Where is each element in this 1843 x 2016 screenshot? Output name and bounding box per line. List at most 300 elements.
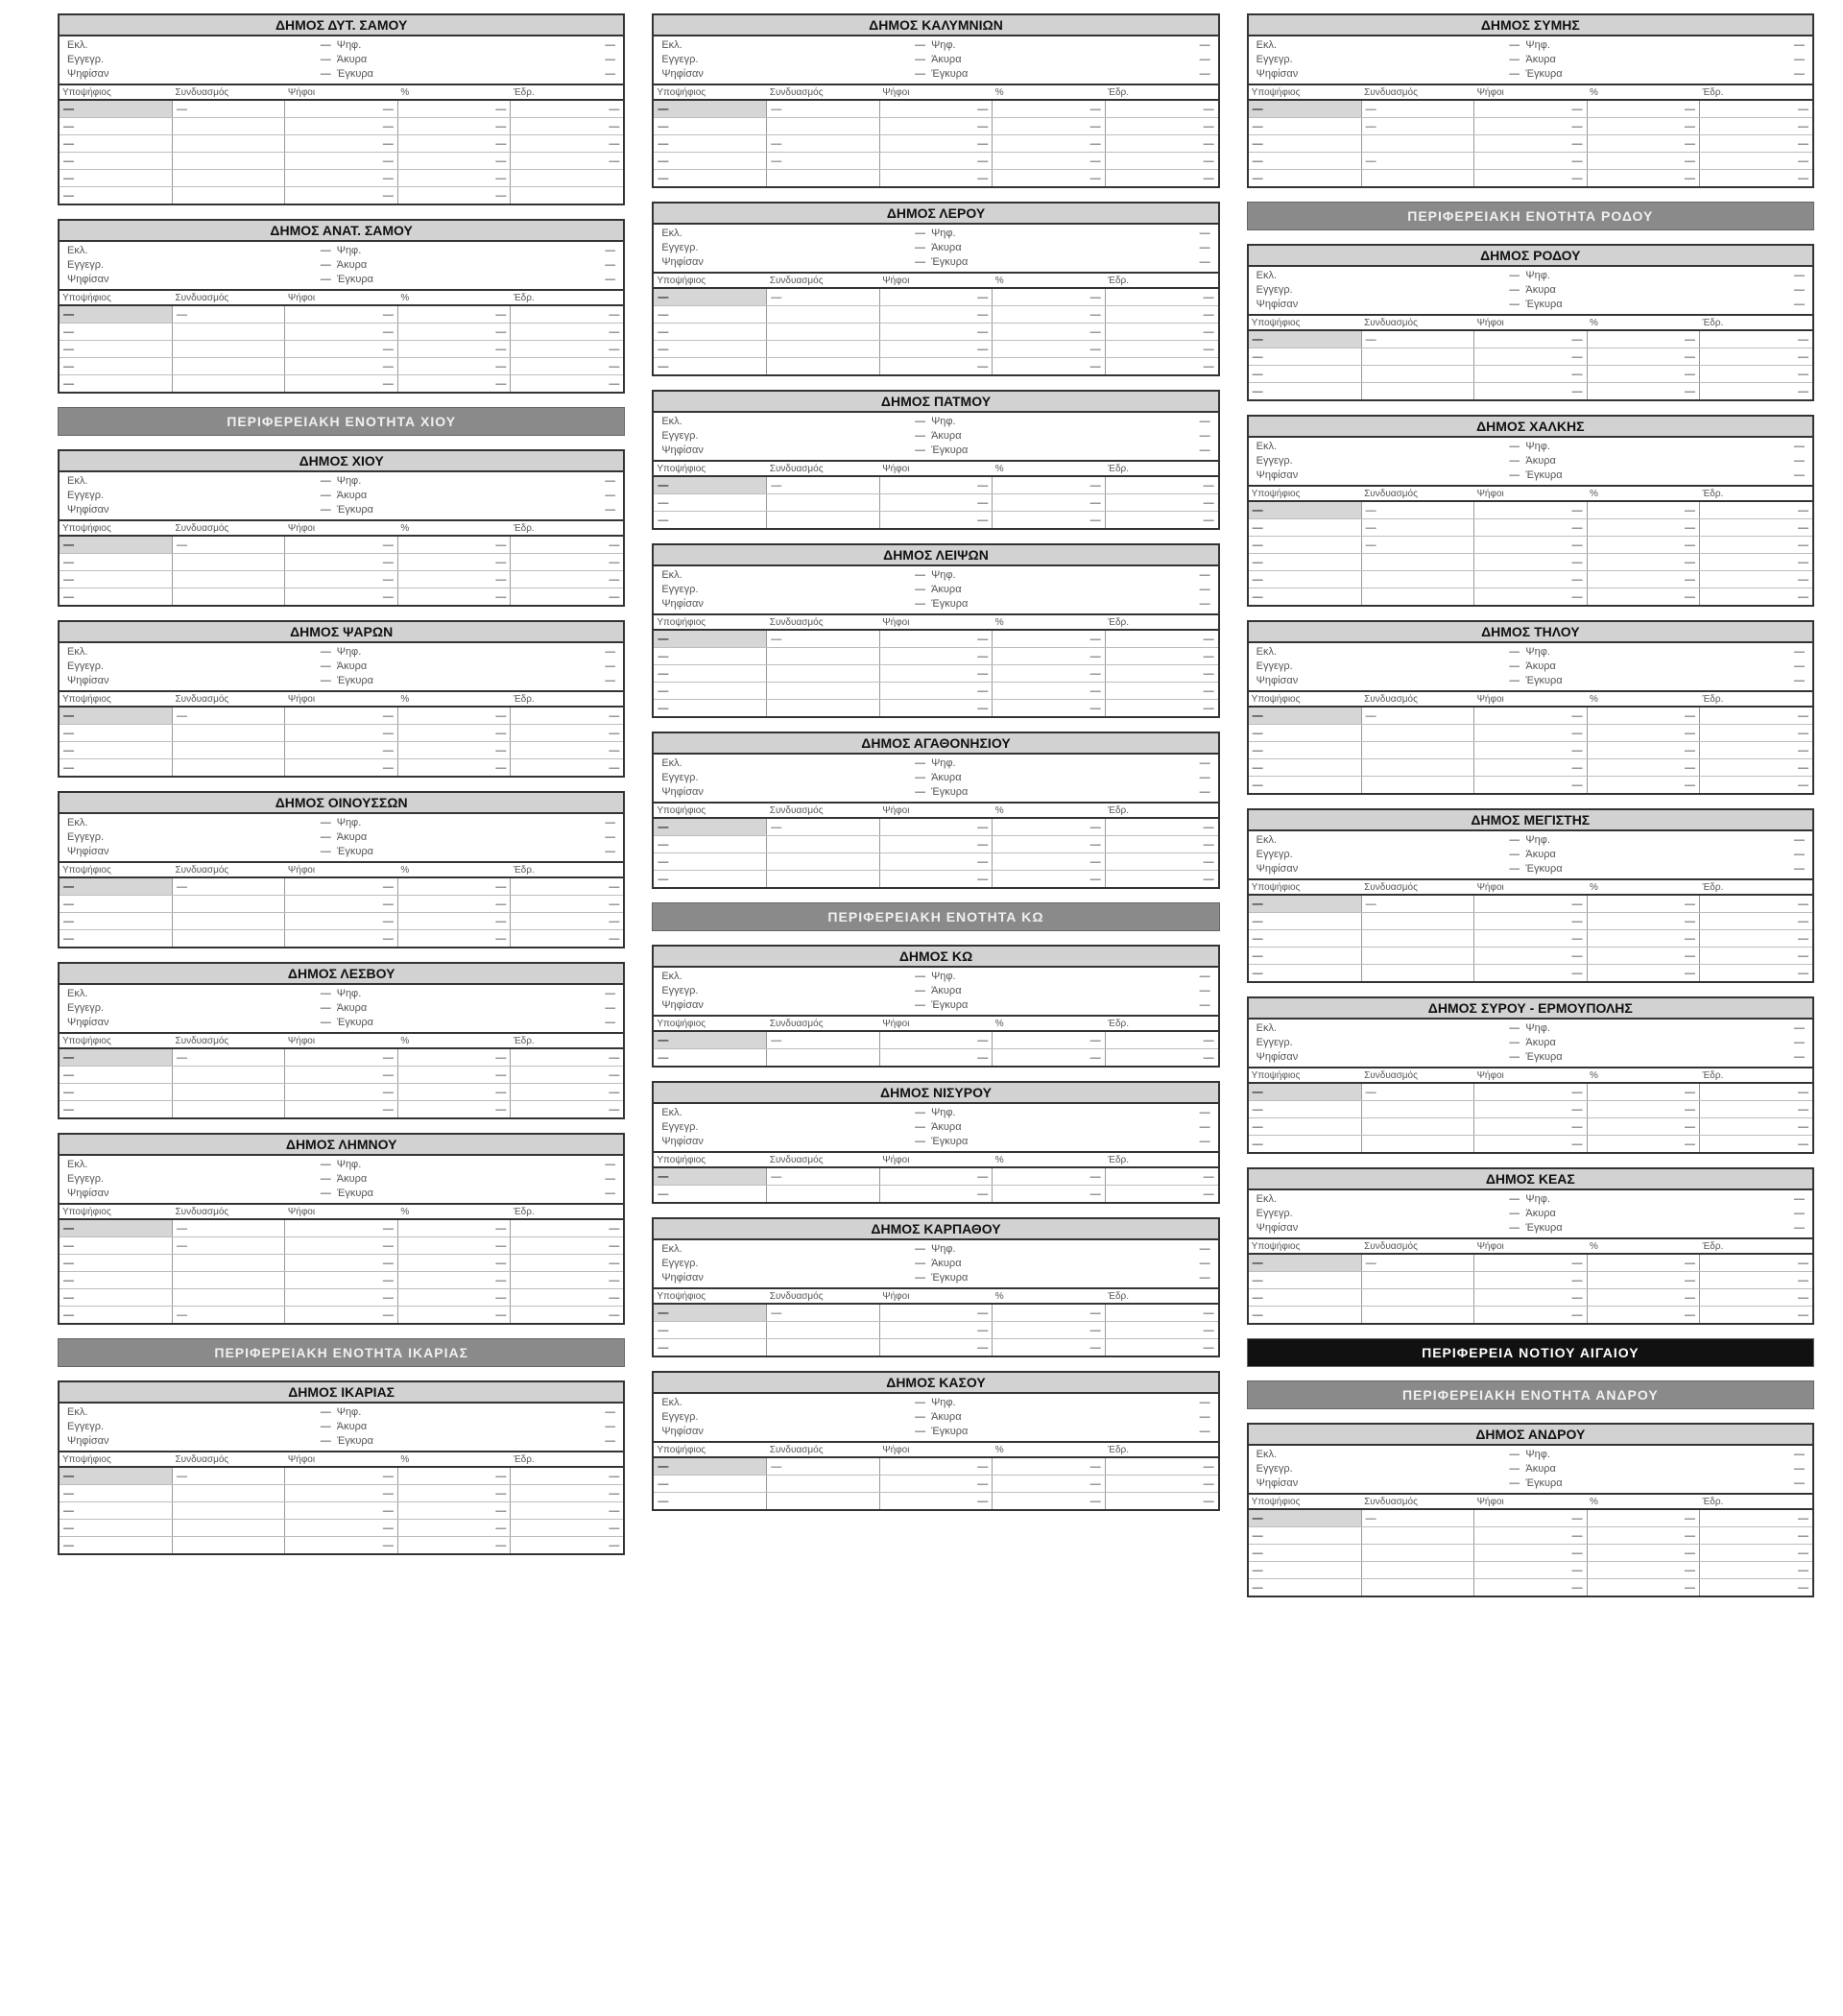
party-name <box>172 1067 284 1084</box>
summary-value: — <box>320 1159 331 1170</box>
column-header: Έδρ. <box>511 291 624 305</box>
summary-label: Ψηφ. <box>931 971 956 982</box>
municipality-title: ΔΗΜΟΣ ΚΑΡΠΑΘΟΥ <box>654 1219 1217 1240</box>
party-name <box>172 571 284 588</box>
municipality-title: ΔΗΜΟΣ ΨΑΡΩΝ <box>60 622 623 643</box>
votes-value: — <box>1474 777 1587 794</box>
party-name: — <box>1361 330 1473 348</box>
seats-value: — <box>1699 537 1812 554</box>
municipality-title: ΔΗΜΟΣ ΟΙΝΟΥΣΣΩΝ <box>60 793 623 814</box>
party-name <box>1361 588 1473 606</box>
party-name: — <box>1361 537 1473 554</box>
party-name <box>767 1493 879 1510</box>
candidate-name: — <box>60 1272 172 1289</box>
summary-label: Άκυρα <box>1525 1208 1556 1219</box>
results-table-head <box>60 1205 623 1219</box>
summary-label: Άκυρα <box>931 1258 962 1269</box>
percent-value: — <box>397 913 510 930</box>
municipality-block <box>1247 996 1814 1154</box>
party-name: — <box>1361 1509 1473 1527</box>
seats-value: — <box>511 1255 624 1272</box>
seats-value: — <box>511 1307 624 1324</box>
percent-value: — <box>1587 519 1699 537</box>
seats-value: — <box>511 913 624 930</box>
votes-value: — <box>1474 1509 1587 1527</box>
municipality-title: ΔΗΜΟΣ ΡΟΔΟΥ <box>1249 246 1812 267</box>
party-name <box>172 1255 284 1272</box>
percent-value: — <box>1587 348 1699 366</box>
summary-value: — <box>1793 1193 1805 1205</box>
seats-value: — <box>511 1219 624 1237</box>
summary-value: — <box>1509 68 1520 80</box>
turnout-summary <box>654 1104 1217 1153</box>
percent-value: — <box>397 305 510 324</box>
column-header: Συνδυασμός <box>767 1443 879 1457</box>
summary-label: Έγκυρα <box>336 504 374 516</box>
header-row <box>1249 316 1812 330</box>
party-name <box>767 1186 879 1203</box>
candidate-row <box>1249 930 1812 948</box>
turnout-summary <box>60 1404 623 1452</box>
party-name: — <box>1361 707 1473 725</box>
summary-label: Εκλ. <box>67 39 88 51</box>
candidate-name: — <box>1252 1138 1263 1150</box>
seats-value: — <box>511 358 624 375</box>
column-header: Συνδυασμός <box>172 1452 284 1467</box>
column-header: Υποψήφιος <box>654 1153 766 1167</box>
seats-value: — <box>511 135 624 153</box>
votes-value: — <box>285 930 397 948</box>
seats-value: — <box>511 1520 624 1537</box>
summary-label: Άκυρα <box>1525 284 1556 296</box>
summary-value: — <box>1509 646 1520 658</box>
percent-value: — <box>1587 571 1699 588</box>
seats-value: — <box>1105 358 1218 375</box>
results-table <box>654 615 1217 716</box>
candidate-row <box>654 341 1217 358</box>
results-table-head <box>654 274 1217 288</box>
summary-label: Εγγεγρ. <box>661 985 699 996</box>
summary-value: — <box>1793 469 1805 481</box>
column-header: % <box>397 863 510 877</box>
votes-value: — <box>285 153 397 170</box>
candidate-row <box>1249 554 1812 571</box>
header-row <box>60 1452 623 1467</box>
candidate-row <box>1249 913 1812 930</box>
party-name: — <box>767 1457 879 1476</box>
seats-value: — <box>1105 1339 1218 1356</box>
turnout-summary <box>654 566 1217 615</box>
party-name <box>172 153 284 170</box>
percent-value: — <box>1587 170 1699 187</box>
summary-value: — <box>915 1426 926 1437</box>
column-header: Έδρ. <box>1699 880 1812 895</box>
summary-value: — <box>915 1397 926 1408</box>
summary-label: Έγκυρα <box>1525 863 1563 875</box>
results-table-body <box>60 536 623 605</box>
summary-value: — <box>1509 455 1520 467</box>
column-header: % <box>1587 85 1699 100</box>
summary-value: — <box>1509 1051 1520 1063</box>
candidate-name: — <box>654 476 766 494</box>
candidate-name: — <box>1249 725 1361 742</box>
column-header: Έδρ. <box>1105 1153 1218 1167</box>
results-table <box>60 1452 623 1553</box>
summary-value: — <box>1793 834 1805 846</box>
summary-value: — <box>915 999 926 1011</box>
candidate-name: — <box>60 1255 172 1272</box>
percent-value: — <box>397 118 510 135</box>
candidate-row <box>1249 118 1812 135</box>
candidate-name: — <box>1249 1118 1361 1136</box>
summary-label: Εκλ. <box>1256 270 1278 281</box>
party-name <box>172 896 284 913</box>
party-name <box>172 1289 284 1307</box>
percent-value: — <box>1587 1545 1699 1562</box>
candidate-row <box>60 1048 623 1067</box>
seats-value: — <box>1699 965 1812 982</box>
candidate-row <box>60 118 623 135</box>
column-header: Ψήφοι <box>879 804 992 818</box>
candidate-row <box>1249 1289 1812 1307</box>
seats-value: — <box>1699 725 1812 742</box>
candidate-row <box>654 818 1217 836</box>
results-table-head <box>60 863 623 877</box>
percent-value: — <box>397 341 510 358</box>
candidate-row <box>1249 348 1812 366</box>
summary-label: Εγγεγρ. <box>67 1173 105 1185</box>
column-header: Ψήφοι <box>1474 487 1587 501</box>
candidate-row <box>60 913 623 930</box>
candidate-row <box>60 1219 623 1237</box>
candidate-name: — <box>1249 118 1361 135</box>
party-name <box>1361 383 1473 400</box>
votes-value: — <box>879 648 992 665</box>
percent-value: — <box>993 1476 1105 1493</box>
summary-label: Εγγεγρ. <box>67 831 105 843</box>
column-header: Έδρ. <box>1105 804 1218 818</box>
candidate-name: — <box>60 1237 172 1255</box>
summary-label: Ψηφίσαν <box>661 444 704 456</box>
results-table <box>654 1017 1217 1066</box>
results-table-head <box>60 521 623 536</box>
municipality-block <box>652 390 1219 530</box>
candidate-name: — <box>658 1341 669 1354</box>
column-header: Υποψήφιος <box>60 692 172 707</box>
party-name: — <box>767 288 879 306</box>
percent-value: — <box>397 1467 510 1485</box>
summary-value: — <box>1199 999 1210 1011</box>
candidate-row <box>654 1339 1217 1356</box>
votes-value: — <box>285 554 397 571</box>
percent-value: — <box>397 135 510 153</box>
party-name <box>1361 366 1473 383</box>
section-banner: ΠΕΡΙΦΕΡΕΙΑΚΗ ΕΝΟΤΗΤΑ ΡΟΔΟΥ <box>1247 202 1814 230</box>
seats-value: — <box>1699 153 1812 170</box>
summary-value: — <box>1509 1477 1520 1489</box>
column-header: Υποψήφιος <box>60 521 172 536</box>
column-header: Συνδυασμός <box>172 1205 284 1219</box>
party-name <box>767 494 879 512</box>
votes-value: — <box>879 1049 992 1067</box>
summary-label: Έγκυρα <box>931 786 969 798</box>
summary-value: — <box>1793 1022 1805 1034</box>
party-name <box>172 1520 284 1537</box>
percent-value: — <box>1587 501 1699 519</box>
party-name <box>172 1101 284 1118</box>
section-banner: ΠΕΡΙΦΕΡΕΙΑΚΗ ΕΝΟΤΗΤΑ ΑΝΔΡΟΥ <box>1247 1380 1814 1409</box>
candidate-name: — <box>654 306 766 324</box>
summary-value: — <box>1793 284 1805 296</box>
column-header: Έδρ. <box>1105 1443 1218 1457</box>
turnout-summary <box>654 36 1217 85</box>
seats-value: — <box>1105 1322 1218 1339</box>
seats-value: — <box>1105 1186 1218 1203</box>
column-header: Έδρ. <box>511 1034 624 1048</box>
summary-value: — <box>1509 1463 1520 1475</box>
seats-value: — <box>511 305 624 324</box>
candidate-name: — <box>654 1167 766 1186</box>
summary-label: Εκλ. <box>661 757 682 769</box>
summary-label: Ψηφ. <box>336 1159 362 1170</box>
turnout-summary <box>654 1240 1217 1289</box>
column-header: Συνδυασμός <box>767 804 879 818</box>
seats-value: — <box>1699 895 1812 913</box>
candidate-name: — <box>60 571 172 588</box>
summary-label: Ψηφ. <box>336 475 362 487</box>
candidate-name: — <box>654 135 766 153</box>
votes-value: — <box>285 100 397 118</box>
summary-label: Έγκυρα <box>336 68 374 80</box>
column-header: Υποψήφιος <box>60 863 172 877</box>
percent-value: — <box>1587 1307 1699 1324</box>
summary-label: Έγκυρα <box>336 274 374 285</box>
results-table <box>60 521 623 605</box>
candidate-row <box>1249 965 1812 982</box>
candidate-row <box>1249 777 1812 794</box>
percent-value: — <box>397 759 510 777</box>
percent-value: — <box>1587 588 1699 606</box>
candidate-name: — <box>1252 779 1263 791</box>
column-header: % <box>1587 1068 1699 1083</box>
seats-value: — <box>511 1289 624 1307</box>
percent-value: — <box>993 1304 1105 1322</box>
summary-value: — <box>1509 1022 1520 1034</box>
summary-label: Έγκυρα <box>931 256 969 268</box>
votes-value: — <box>879 1339 992 1356</box>
candidate-row <box>654 476 1217 494</box>
column-header: Έδρ. <box>1105 1289 1218 1304</box>
summary-value: — <box>1199 584 1210 595</box>
summary-label: Έγκυρα <box>336 675 374 686</box>
percent-value: — <box>1587 1272 1699 1289</box>
candidate-row <box>1249 1527 1812 1545</box>
summary-label: Άκυρα <box>336 54 368 65</box>
percent-value: — <box>1587 913 1699 930</box>
municipality-block <box>58 219 625 394</box>
seats-value: — <box>1105 170 1218 187</box>
candidate-name: — <box>63 932 74 945</box>
votes-value: — <box>879 288 992 306</box>
party-name <box>172 1537 284 1554</box>
candidate-row <box>1249 895 1812 913</box>
party-name <box>767 1339 879 1356</box>
results-table-head <box>654 462 1217 476</box>
summary-label: Ψηφίσαν <box>1256 469 1299 481</box>
party-name <box>1361 348 1473 366</box>
candidate-row <box>60 135 623 153</box>
column-header: Υποψήφιος <box>1249 316 1361 330</box>
column-header: Συνδυασμός <box>172 863 284 877</box>
candidate-name: — <box>60 153 172 170</box>
candidate-row <box>60 1502 623 1520</box>
votes-value: — <box>285 571 397 588</box>
candidate-name: — <box>658 514 669 526</box>
header-row <box>1249 1068 1812 1083</box>
municipality-title: ΔΗΜΟΣ ΝΙΣΥΡΟΥ <box>654 1083 1217 1104</box>
candidate-row <box>654 1167 1217 1186</box>
summary-label: Εκλ. <box>67 988 88 999</box>
column-header: Ψήφοι <box>285 1205 397 1219</box>
municipality-title: ΔΗΜΟΣ ΛΕΙΨΩΝ <box>654 545 1217 566</box>
candidate-name: — <box>1249 742 1361 759</box>
results-table-head <box>60 692 623 707</box>
party-name <box>767 853 879 871</box>
summary-value: — <box>1793 646 1805 658</box>
candidate-row <box>1249 170 1812 187</box>
summary-label: Εγγεγρ. <box>1256 54 1293 65</box>
column-header: Συνδυασμός <box>1361 1495 1473 1509</box>
candidate-name: — <box>658 702 669 714</box>
results-table-body <box>654 630 1217 716</box>
candidate-row <box>60 1067 623 1084</box>
votes-value: — <box>285 1307 397 1324</box>
summary-label: Εγγεγρ. <box>661 772 699 783</box>
results-table-head <box>1249 85 1812 100</box>
candidate-row <box>654 683 1217 700</box>
summary-label: Ψηφίσαν <box>661 786 704 798</box>
votes-value: — <box>285 358 397 375</box>
summary-value: — <box>605 1435 616 1447</box>
seats-value: — <box>511 375 624 393</box>
percent-value: — <box>993 341 1105 358</box>
summary-value: — <box>1199 971 1210 982</box>
summary-label: Εκλ. <box>1256 441 1278 452</box>
summary-label: Εγγεγρ. <box>67 490 105 501</box>
summary-value: — <box>1199 1107 1210 1118</box>
summary-label: Εγγεγρ. <box>1256 455 1293 467</box>
column-header: Υποψήφιος <box>60 1034 172 1048</box>
header-row <box>654 804 1217 818</box>
candidate-name: — <box>1249 519 1361 537</box>
seats-value: — <box>1699 1136 1812 1153</box>
summary-label: Εκλ. <box>1256 834 1278 846</box>
municipality-block <box>58 449 625 607</box>
seats-value: — <box>511 759 624 777</box>
votes-value: — <box>285 1255 397 1272</box>
results-table-body <box>1249 707 1812 793</box>
results-table <box>1249 487 1812 605</box>
seats-value: — <box>1699 554 1812 571</box>
candidate-name: — <box>1249 348 1361 366</box>
candidate-name: — <box>60 725 172 742</box>
seats-value: — <box>1699 777 1812 794</box>
summary-label: Εκλ. <box>1256 1193 1278 1205</box>
summary-value: — <box>1199 416 1210 427</box>
column-header: Συνδυασμός <box>767 462 879 476</box>
votes-value: — <box>285 1467 397 1485</box>
column-header: Συνδυασμός <box>767 1289 879 1304</box>
party-name: — <box>767 818 879 836</box>
votes-value: — <box>879 1031 992 1049</box>
votes-value: — <box>1474 725 1587 742</box>
summary-label: Ψηφ. <box>931 1107 956 1118</box>
votes-value: — <box>879 853 992 871</box>
summary-label: Εκλ. <box>661 569 682 581</box>
turnout-summary <box>60 472 623 521</box>
votes-value: — <box>285 913 397 930</box>
summary-value: — <box>320 1406 331 1418</box>
votes-value: — <box>1474 348 1587 366</box>
column-header: Έδρ. <box>1699 316 1812 330</box>
seats-value: — <box>1699 742 1812 759</box>
percent-value: — <box>993 1031 1105 1049</box>
votes-value: — <box>879 306 992 324</box>
percent-value: — <box>993 494 1105 512</box>
summary-label: Εγγεγρ. <box>661 1411 699 1423</box>
party-name <box>1361 930 1473 948</box>
results-table <box>60 85 623 204</box>
percent-value: — <box>397 1048 510 1067</box>
municipality-title: ΔΗΜΟΣ ΧΙΟΥ <box>60 451 623 472</box>
percent-value: — <box>993 1167 1105 1186</box>
turnout-summary <box>60 643 623 692</box>
column-header: Έδρ. <box>1699 1068 1812 1083</box>
turnout-summary <box>1249 1190 1812 1239</box>
municipality-title: ΔΗΜΟΣ ΚΑΛΥΜΝΙΩΝ <box>654 15 1217 36</box>
candidate-name: — <box>654 665 766 683</box>
votes-value: — <box>1474 153 1587 170</box>
votes-value: — <box>879 683 992 700</box>
summary-value: — <box>1793 270 1805 281</box>
municipality-block <box>652 1217 1219 1357</box>
votes-value: — <box>285 341 397 358</box>
party-name <box>767 358 879 375</box>
summary-value: — <box>605 1406 616 1418</box>
summary-label: Εγγεγρ. <box>67 259 105 271</box>
column-header: % <box>993 1153 1105 1167</box>
candidate-name: — <box>60 1219 172 1237</box>
results-table-head <box>654 1289 1217 1304</box>
column-header: Υποψήφιος <box>60 85 172 100</box>
municipality-block <box>652 945 1219 1068</box>
percent-value: — <box>397 1255 510 1272</box>
summary-label: Έγκυρα <box>1525 469 1563 481</box>
column-header: Έδρ. <box>511 692 624 707</box>
column-header: Έδρ. <box>1105 85 1218 100</box>
party-name: — <box>767 1031 879 1049</box>
column-header: Υποψήφιος <box>1249 85 1361 100</box>
candidate-name: — <box>654 648 766 665</box>
seats-value: — <box>1699 1272 1812 1289</box>
summary-value: — <box>915 1258 926 1269</box>
column-header: Υποψήφιος <box>60 1205 172 1219</box>
results-table-body <box>654 1304 1217 1356</box>
party-name <box>172 187 284 204</box>
percent-value: — <box>397 536 510 554</box>
seats-value: — <box>1105 665 1218 683</box>
votes-value: — <box>1474 588 1587 606</box>
